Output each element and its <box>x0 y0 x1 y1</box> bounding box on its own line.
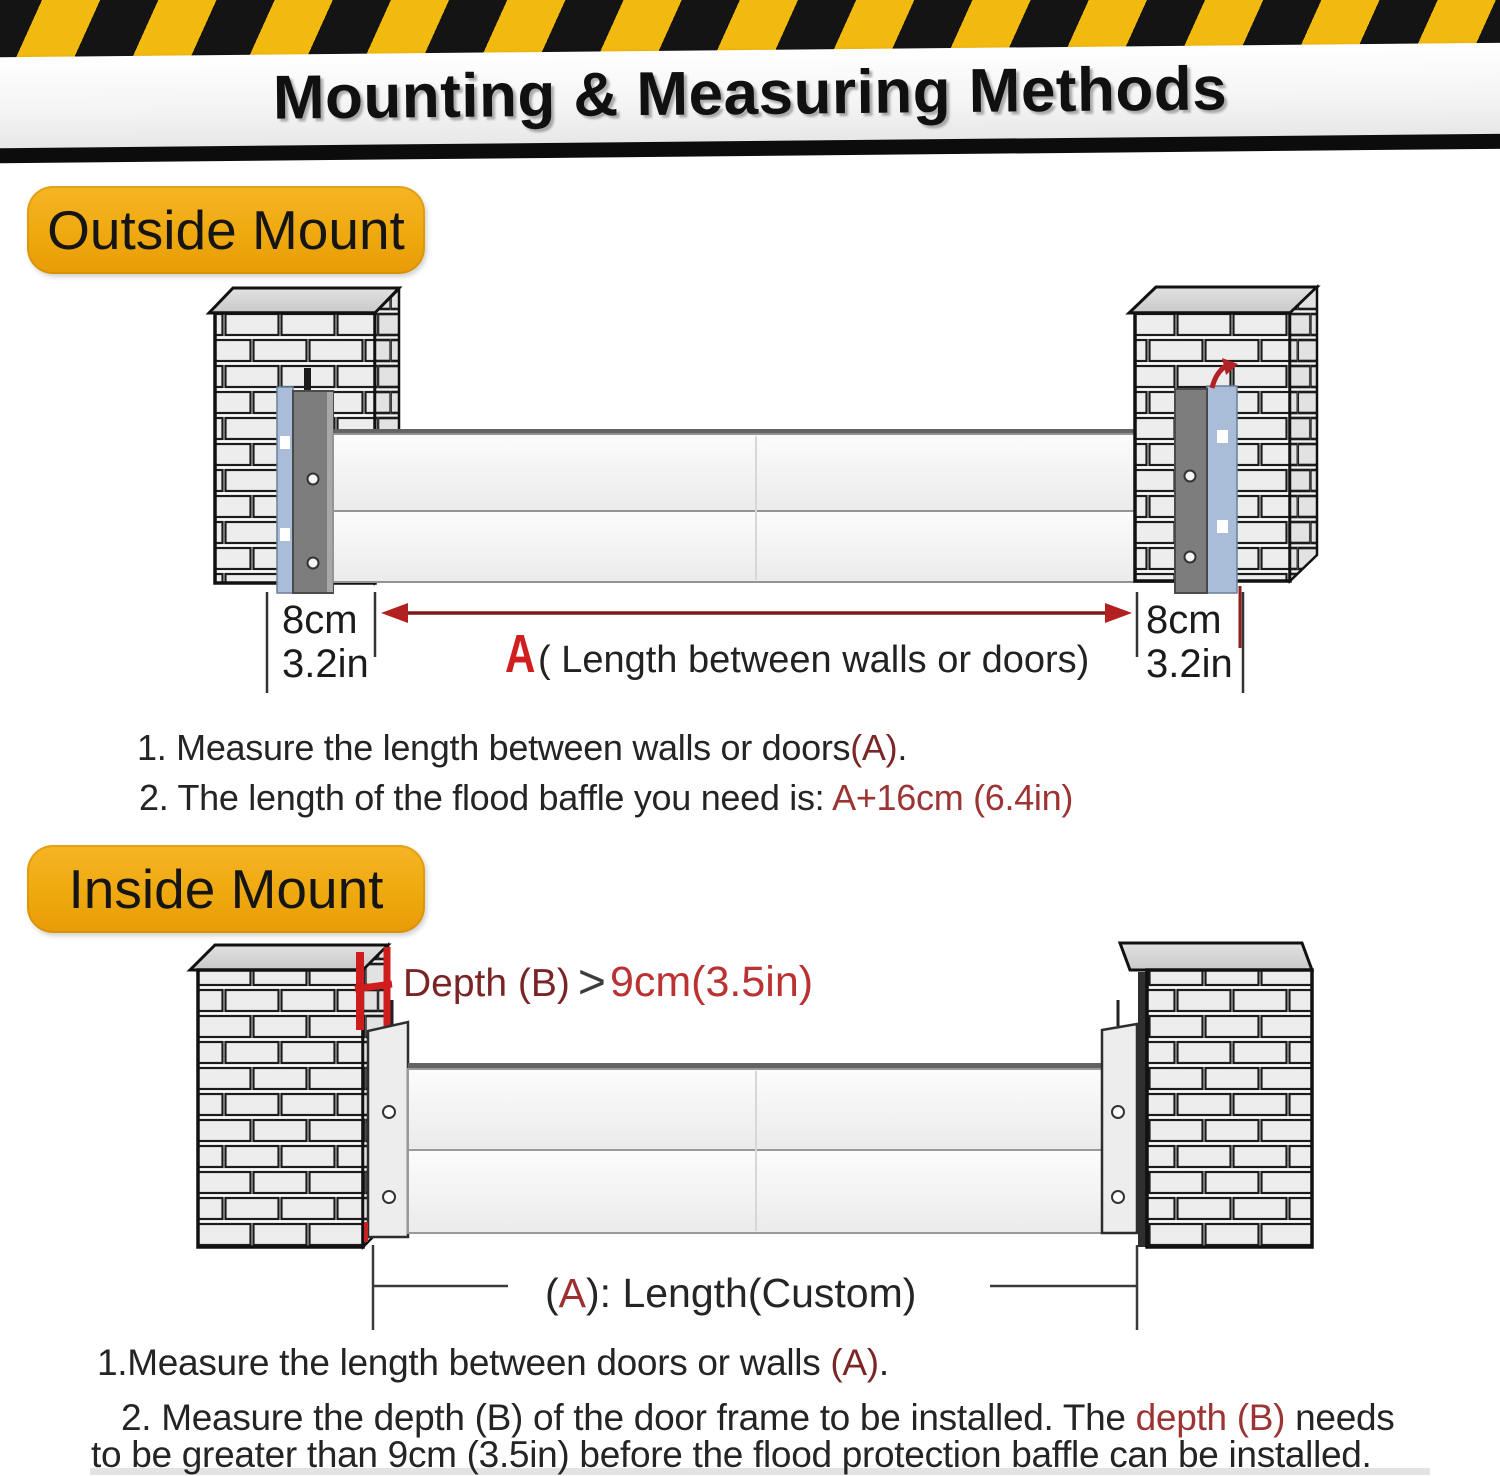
inside-step-2-line-2: to be greater than 9cm (3.5in) before the flood protection baffle can be installed. <box>91 1434 1372 1475</box>
step-highlight: (A) <box>850 727 898 768</box>
caption-paren: ( <box>545 1270 559 1316</box>
step-text: 1.Measure the length between doors or walls <box>97 1342 831 1383</box>
step-text: 2. The length of the flood baffle you need is: <box>139 777 833 818</box>
page-title: Mounting & Measuring Methods <box>272 54 1228 133</box>
caption-a-letter: A <box>558 1270 587 1316</box>
length-a-text: ( Length between walls or doors) <box>538 639 1090 681</box>
outside-barrier-panels <box>333 429 1178 582</box>
depth-value-text: 9cm(3.5in) <box>609 958 814 1006</box>
inside-right-pillar <box>1120 943 1312 1247</box>
length-a-arrow <box>381 603 1132 623</box>
step-text: . <box>878 1342 889 1383</box>
outside-right-dimension <box>1146 598 1233 686</box>
outside-mount-label: Outside Mount <box>27 186 425 274</box>
dimension-cm: 8cm <box>1146 598 1222 642</box>
inside-barrier-panels <box>408 1063 1102 1233</box>
step-highlight: depth (B) <box>1135 1397 1286 1438</box>
dimension-cm: 8cm <box>282 598 358 642</box>
outside-left-dimension <box>282 598 369 686</box>
inside-right-bracket <box>1102 1000 1137 1233</box>
outside-step-2 <box>139 777 1073 819</box>
length-custom-caption <box>545 1270 916 1317</box>
inside-mount-label: Inside Mount <box>27 845 425 933</box>
step-highlight: (A) <box>830 1342 879 1383</box>
step-text: 1. Measure the length between walls or doors <box>137 727 851 768</box>
depth-label-text: Depth (B) <box>403 962 570 1005</box>
dimension-in: 3.2in <box>1146 642 1233 686</box>
outside-left-bracket <box>277 368 333 593</box>
length-a-caption <box>505 623 1089 685</box>
step-text: needs <box>1285 1397 1395 1438</box>
depth-b-caption <box>403 953 813 1008</box>
step-highlight: A+16cm (6.4in) <box>832 777 1074 818</box>
outside-step-1 <box>137 727 907 769</box>
caption-text: ): Length(Custom) <box>586 1270 917 1316</box>
inside-step-1 <box>97 1342 889 1384</box>
inside-step-2-line-1 <box>121 1397 1394 1439</box>
inside-left-bracket <box>366 1000 408 1242</box>
dimension-in: 3.2in <box>282 642 369 686</box>
step-text: . <box>897 727 908 768</box>
greater-than-sign: > <box>577 956 606 1009</box>
step-text: 2. Measure the depth (B) of the door frame to be installed. The <box>121 1397 1136 1438</box>
length-a-letter: A <box>505 624 536 684</box>
